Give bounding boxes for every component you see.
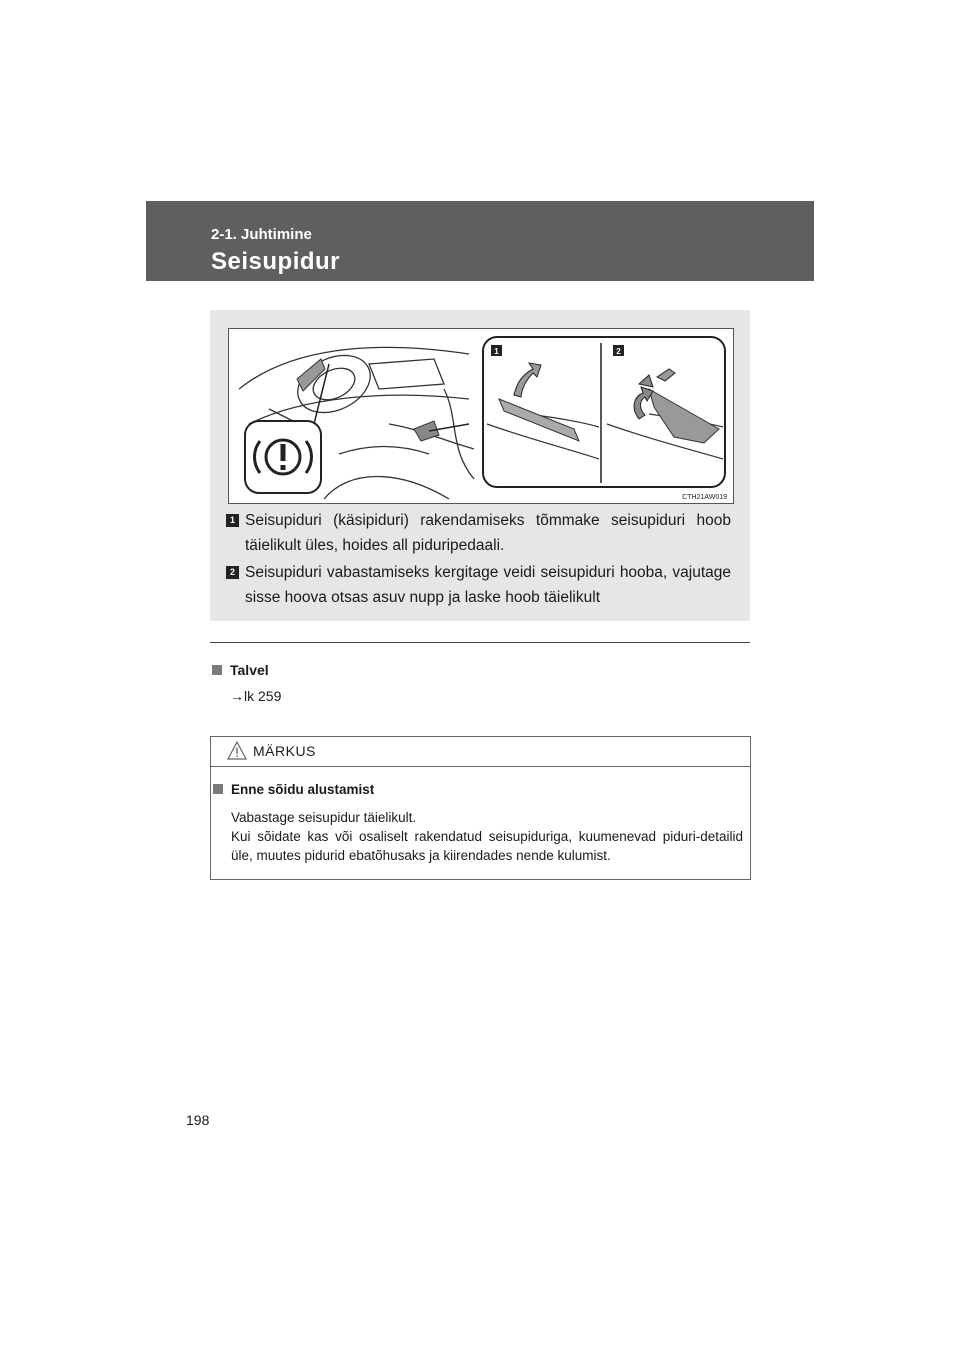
illustration-svg	[229, 329, 733, 503]
notice-header	[211, 737, 750, 767]
notice-line: Kui sõidate kas või osaliselt rakendatud seisupiduriga, kuumenevad piduri-detailid üle, muutes pidurid ebatõhusaks ja kiirendades nende kulumist.	[231, 829, 743, 863]
parking-brake-illustration	[228, 328, 734, 504]
page-number: 198	[186, 1112, 210, 1128]
caption-text: Seisupiduri vabastamiseks kergitage veidi seisupiduri hooba, vajutage sisse hoova otsas asuv nupp ja laske hoob täielikult	[245, 564, 731, 606]
talvel-heading	[212, 662, 269, 678]
notice-subheading	[213, 782, 374, 797]
section-divider	[210, 642, 750, 643]
talvel-page-reference[interactable]: →lk 259	[230, 688, 282, 704]
bullet-square-icon	[213, 784, 223, 794]
talvel-heading-text: Talvel	[230, 662, 269, 678]
bullet-square-icon	[212, 665, 222, 675]
notice-subheading-text: Enne sõidu alustamist	[231, 782, 375, 797]
step-number: 1	[226, 514, 239, 527]
step2-marker: 2	[616, 347, 621, 356]
section-header	[146, 201, 814, 281]
notice-label: MÄRKUS	[253, 743, 316, 759]
figure-code: CTH21AW019	[682, 494, 727, 501]
warning-triangle-icon	[227, 741, 247, 760]
step-number: 2	[226, 566, 239, 579]
step1-marker: 1	[494, 347, 499, 356]
page-title: Seisupidur	[211, 248, 341, 275]
notice-line: Vabastage seisupidur täielikult.	[231, 810, 417, 825]
section-label: 2-1. Juhtimine	[211, 226, 312, 243]
notice-body	[231, 808, 743, 865]
notice-box	[210, 736, 751, 880]
figure-panel	[210, 310, 750, 621]
caption-text: Seisupiduri (käsipiduri) rakendamiseks tõmmake seisupiduri hoob täielikult üles, hoides all piduripedaali.	[245, 512, 731, 554]
